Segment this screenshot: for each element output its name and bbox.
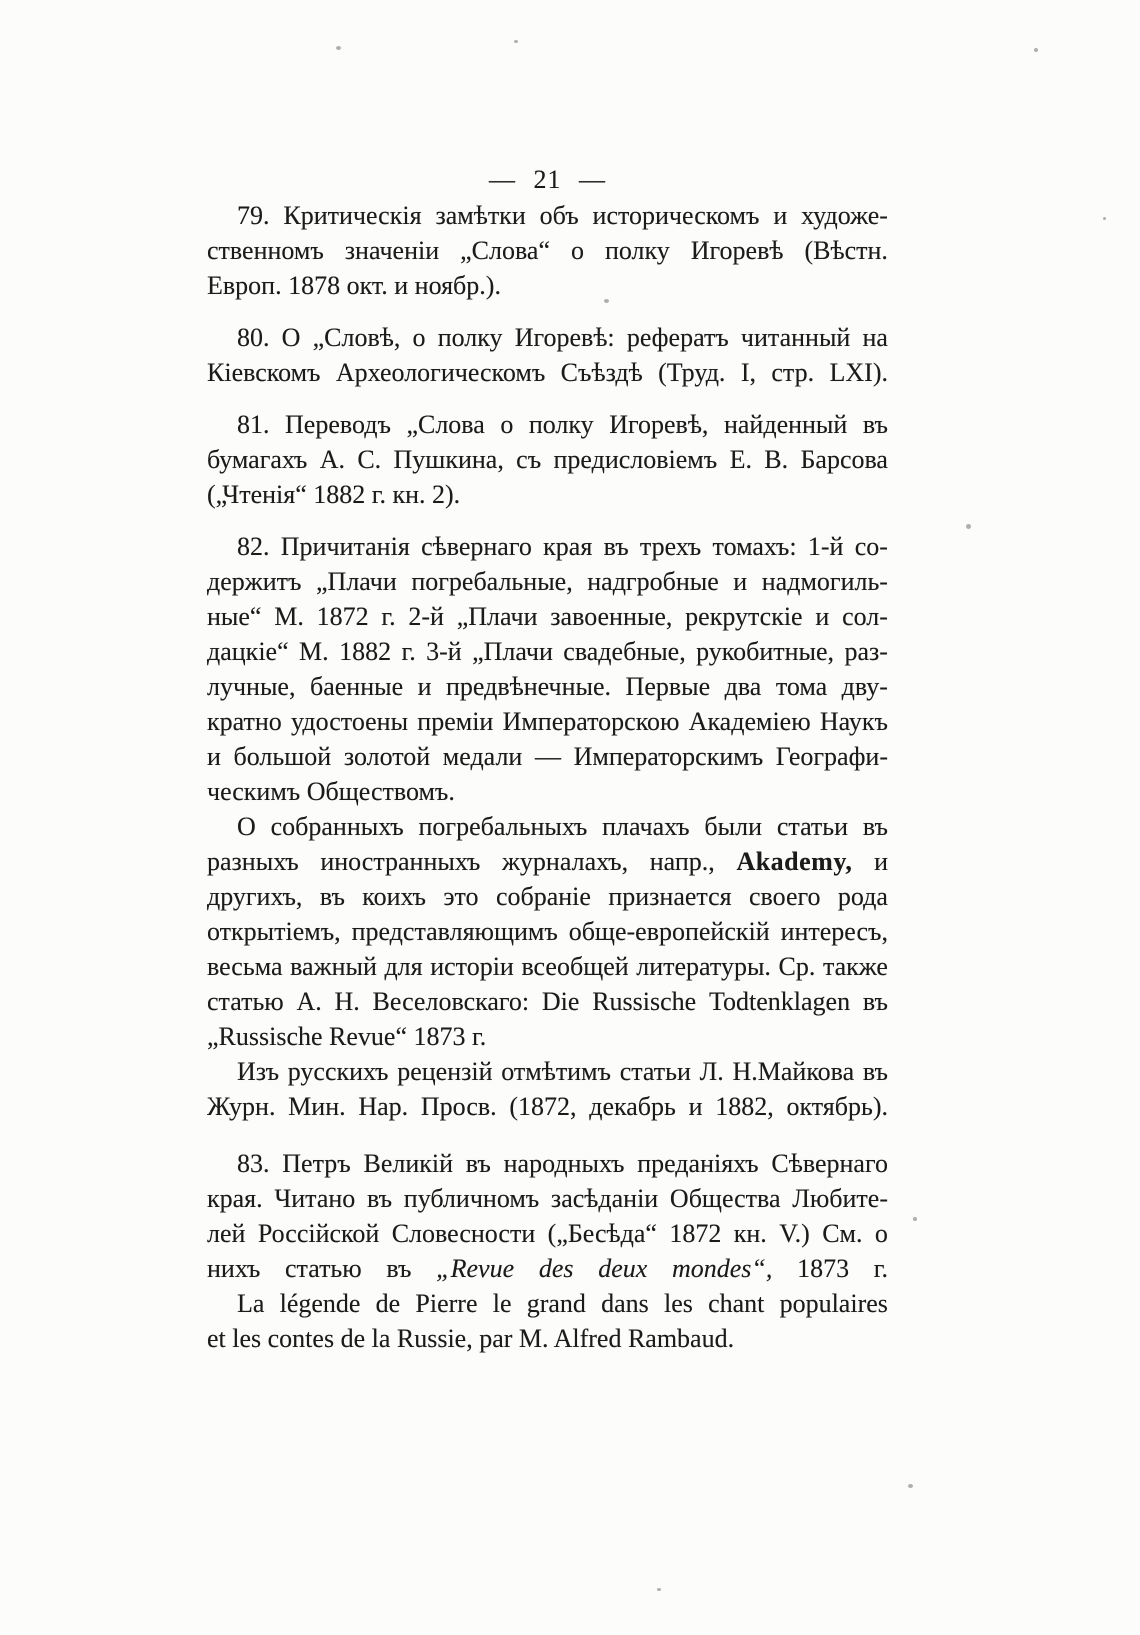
word: разныхъ: [207, 847, 299, 876]
word: томахъ:: [712, 532, 797, 561]
paragraph-entry-82-note: [207, 809, 888, 1054]
word: Веселовскаго:: [372, 987, 530, 1016]
word: grand: [526, 1289, 586, 1318]
word: въ: [386, 1254, 412, 1283]
word: дацкіе“: [207, 637, 289, 666]
word: рода: [837, 882, 888, 911]
word: Игоревѣ:: [514, 323, 615, 352]
word: края.: [207, 1184, 263, 1213]
word: La: [237, 1289, 265, 1318]
paragraph-entry-79: [207, 198, 888, 303]
word: въ: [319, 882, 345, 911]
text-line: [207, 477, 888, 512]
word: ственномъ: [207, 236, 324, 265]
word: 3-й: [426, 637, 462, 666]
word: въ: [367, 1184, 393, 1213]
word: Наукъ: [819, 707, 888, 736]
word: медали: [442, 742, 523, 771]
word: Переводъ: [285, 410, 391, 439]
word: „Слова: [406, 410, 485, 439]
text-line: [207, 1216, 888, 1251]
word: 80.: [237, 323, 270, 352]
word: стр.: [771, 358, 815, 387]
word: замѣтки: [435, 201, 526, 230]
text-line: [207, 564, 888, 599]
word: въ: [862, 987, 888, 1016]
word: (Вѣстн.: [804, 236, 888, 265]
word: дву-: [841, 672, 888, 701]
word: (1872,: [509, 1092, 577, 1121]
word: въ: [465, 1149, 491, 1178]
text-line: [207, 914, 888, 949]
text-line: [207, 599, 888, 634]
word: значеніи: [344, 236, 440, 265]
word: полку: [604, 236, 670, 265]
paragraph-entry-82: [207, 529, 888, 809]
word: 79.: [237, 201, 270, 230]
word: V.): [779, 1219, 810, 1248]
word: LXI).: [829, 358, 888, 387]
scan-speck: [1034, 48, 1038, 52]
word: полку: [437, 323, 503, 352]
word: въ: [603, 532, 629, 561]
text-run: „Russische Revue“ 1873 г.: [207, 1022, 487, 1051]
paragraph-entry-81: [207, 407, 888, 512]
word: со-: [854, 532, 888, 561]
word: —: [534, 742, 561, 771]
word: предвѣнечные.: [446, 672, 612, 701]
paragraph-entry-83-french: [207, 1286, 888, 1356]
word: отмѣтимъ: [501, 1057, 611, 1086]
word: Изъ: [237, 1057, 280, 1086]
word: Географи-: [775, 742, 888, 771]
word: populaires: [779, 1289, 888, 1318]
word: 1872: [669, 1219, 722, 1248]
word: les: [663, 1289, 693, 1318]
word: о: [570, 236, 584, 265]
word: исторіи: [430, 952, 514, 981]
word: два: [724, 672, 762, 701]
text-line: [207, 949, 888, 984]
text-run: („Чтенія“ 1882 г. кн. 2).: [207, 480, 461, 509]
text-line: [207, 1181, 888, 1216]
word: литературы.: [636, 952, 771, 981]
word: 1873: [797, 1254, 850, 1283]
word: dans: [601, 1289, 649, 1318]
word: Причитанія: [280, 532, 410, 561]
text-line: [207, 442, 888, 477]
word: Любите-: [792, 1184, 888, 1213]
text-line: [207, 1286, 888, 1321]
word: представляющимъ: [351, 917, 558, 946]
word: („Бесѣда“: [547, 1219, 657, 1248]
word: статью: [284, 1254, 362, 1283]
word: всеобщей: [521, 952, 629, 981]
scan-speck: [1103, 217, 1106, 220]
word: трехъ: [639, 532, 702, 561]
text-line: [207, 984, 888, 1019]
word: статью: [207, 987, 284, 1016]
word: читанный: [740, 323, 851, 352]
word: погребальные,: [411, 567, 573, 596]
word: въ: [862, 410, 888, 439]
journal-title-italic: mondes“,: [671, 1254, 773, 1283]
text-line: [207, 739, 888, 774]
word: собраніе: [495, 882, 591, 911]
paragraph-entry-80: [207, 320, 888, 390]
journal-title-italic: deux: [598, 1254, 648, 1283]
text-line: [207, 1089, 888, 1124]
word: лей: [207, 1219, 246, 1248]
word: Russische: [592, 987, 697, 1016]
word: Читано: [274, 1184, 356, 1213]
word: М.: [299, 637, 329, 666]
word: и: [733, 567, 748, 596]
word: для: [384, 952, 423, 981]
word: коихъ: [362, 882, 426, 911]
word: Сѣвернаго: [771, 1149, 888, 1178]
word: засѣданіи: [550, 1184, 659, 1213]
word: свадебные,: [563, 637, 686, 666]
word: „Словѣ,: [312, 323, 401, 352]
word: завоенные,: [550, 602, 673, 631]
word: Мин.: [288, 1092, 346, 1121]
paragraph-entry-82-reviews: [207, 1054, 888, 1124]
word: декабрь: [589, 1092, 676, 1121]
word: Академіею: [688, 707, 811, 736]
word: публичномъ: [403, 1184, 540, 1213]
word: Великій: [363, 1149, 454, 1178]
word: другихъ,: [207, 882, 303, 911]
word: (Труд.: [658, 358, 726, 387]
word: „Слова“: [460, 236, 550, 265]
word: 1882,: [715, 1092, 774, 1121]
text-line: [207, 1019, 888, 1054]
word: историческомъ: [592, 201, 760, 230]
word: О: [281, 323, 301, 352]
word: Н.: [334, 987, 360, 1016]
text-line: [207, 1321, 888, 1356]
word: Императорскимъ: [573, 742, 764, 771]
page-number: — 21 —: [489, 165, 606, 194]
word: I,: [740, 358, 756, 387]
word: Съѣздѣ: [560, 358, 643, 387]
journal-title-bold: Akademy,: [736, 847, 853, 876]
word: держитъ: [207, 567, 302, 596]
word: полку: [528, 410, 594, 439]
scan-speck: [657, 1588, 661, 1591]
word: М.: [274, 602, 304, 631]
word: Ср.: [778, 952, 816, 981]
word: Первые: [625, 672, 711, 701]
text-line: [207, 198, 888, 233]
word: съ: [516, 445, 542, 474]
word: о: [412, 323, 426, 352]
word: въ: [862, 812, 888, 841]
word: 81.: [237, 410, 270, 439]
scan-speck: [908, 1484, 913, 1488]
paragraph-entry-83: [207, 1146, 888, 1286]
text-line: [207, 529, 888, 564]
word: Л.: [699, 1057, 724, 1086]
word: de: [375, 1289, 401, 1318]
word: Словесности: [391, 1219, 536, 1248]
word: удостоены: [291, 707, 409, 736]
word: Игоревѣ,: [609, 410, 709, 439]
word: Pierre: [415, 1289, 478, 1318]
word: Пушкина,: [393, 445, 504, 474]
word: открытіемъ,: [207, 917, 341, 946]
word: погребальныхъ: [418, 812, 588, 841]
word: статьи: [776, 812, 849, 841]
word: русскихъ: [287, 1057, 389, 1086]
word: края: [543, 532, 593, 561]
text-line: [207, 844, 888, 879]
word: большой: [233, 742, 332, 771]
text-run: et les contes de la Russie, par M. Alfred Rambaud.: [207, 1324, 735, 1353]
word: надгробные: [587, 567, 719, 596]
word: объ: [539, 201, 579, 230]
word: См.: [822, 1219, 863, 1248]
word: г.: [873, 1254, 888, 1283]
word: Петръ: [282, 1149, 351, 1178]
word: Археологическомъ: [335, 358, 546, 387]
word: кн.: [733, 1219, 767, 1248]
word: на: [862, 323, 888, 352]
word: и: [207, 742, 221, 771]
word: нихъ: [207, 1254, 261, 1283]
word: надмогиль-: [761, 567, 888, 596]
word: 2-й: [408, 602, 444, 631]
word: о: [500, 410, 514, 439]
text-block: [207, 198, 888, 1356]
word: ные“: [207, 602, 262, 631]
word: и: [773, 201, 788, 230]
journal-title-italic: des: [538, 1254, 574, 1283]
word: статьи: [619, 1057, 691, 1086]
word: собранныхъ: [270, 812, 404, 841]
word: раз-: [844, 637, 888, 666]
word: золотой: [343, 742, 431, 771]
text-run: ческимъ Обществомъ.: [207, 777, 455, 806]
word: кратно: [207, 707, 282, 736]
scan-speck: [604, 299, 609, 303]
word: г.: [381, 602, 396, 631]
word: преданіяхъ: [637, 1149, 759, 1178]
word: 82.: [237, 532, 270, 561]
word: о: [874, 1219, 888, 1248]
word: бумагахъ: [207, 445, 308, 474]
word: Н.Майкова: [732, 1057, 855, 1086]
word: и: [688, 1092, 703, 1121]
word: Todtenklagen: [708, 987, 851, 1016]
word: журналахъ,: [501, 847, 629, 876]
word: преміи: [417, 707, 494, 736]
word: найденный: [723, 410, 848, 439]
scan-speck: [913, 1217, 917, 1221]
word: обще-европейскій: [568, 917, 770, 946]
word: признается: [608, 882, 732, 911]
word: Барсова: [800, 445, 888, 474]
word: Императорскою: [502, 707, 680, 736]
word: 1882: [339, 637, 392, 666]
word: 1872: [316, 602, 369, 631]
word: légende: [279, 1289, 361, 1318]
text-line: [207, 233, 888, 268]
word: и: [815, 602, 830, 631]
word: сол-: [842, 602, 888, 631]
text-line: [207, 704, 888, 739]
word: Россійской: [257, 1219, 380, 1248]
word: Игоревѣ: [690, 236, 784, 265]
word: Нар.: [358, 1092, 409, 1121]
text-line: [207, 1146, 888, 1181]
word: баенные: [309, 672, 404, 701]
word: Просв.: [420, 1092, 497, 1121]
scan-speck: [514, 40, 518, 43]
word: это: [443, 882, 479, 911]
text-line: [207, 355, 888, 390]
word: „Плачи: [316, 567, 397, 596]
word: напр.,: [649, 847, 715, 876]
word: и: [417, 672, 432, 701]
word: въ: [862, 1057, 888, 1086]
word: 1-й: [807, 532, 844, 561]
word: тома: [775, 672, 828, 701]
word: рекрутскіе: [685, 602, 803, 631]
word: Критическія: [283, 201, 422, 230]
word: плачахъ: [602, 812, 690, 841]
word: художе-: [801, 201, 888, 230]
word: Е.: [729, 445, 752, 474]
word: рукобитные,: [696, 637, 835, 666]
word: Журн.: [207, 1092, 276, 1121]
scan-speck: [966, 524, 971, 529]
word: О: [237, 812, 256, 841]
word: рецензій: [397, 1057, 493, 1086]
word: октябрь).: [786, 1092, 888, 1121]
word: весьма: [207, 952, 283, 981]
word: и: [874, 847, 888, 876]
word: Die: [541, 987, 580, 1016]
word: В.: [764, 445, 789, 474]
word: сѣвернаго: [421, 532, 532, 561]
word: важный: [290, 952, 377, 981]
word: С.: [357, 445, 382, 474]
word: Кіевскомъ: [207, 358, 321, 387]
text-line: [207, 268, 888, 303]
text-line: [207, 634, 888, 669]
word: иностранныхъ: [320, 847, 481, 876]
text-line: [207, 1054, 888, 1089]
text-line: [207, 320, 888, 355]
text-line: [207, 1251, 888, 1286]
word: народныхъ: [503, 1149, 625, 1178]
word: Общества: [669, 1184, 781, 1213]
word: также: [822, 952, 888, 981]
text-line: [207, 407, 888, 442]
word: лучные,: [207, 672, 296, 701]
word: chant: [708, 1289, 765, 1318]
journal-title-italic: „Revue: [436, 1254, 515, 1283]
text-line: [207, 879, 888, 914]
text-line: [207, 809, 888, 844]
word: „Плачи: [456, 602, 538, 631]
scan-speck: [336, 46, 341, 50]
text-run: Европ. 1878 окт. и ноябр.).: [207, 271, 501, 300]
word: г.: [401, 637, 416, 666]
word: были: [704, 812, 763, 841]
word: своего: [749, 882, 821, 911]
text-line: [207, 669, 888, 704]
word: le: [492, 1289, 512, 1318]
word: А.: [319, 445, 345, 474]
word: 83.: [237, 1149, 270, 1178]
word: А.: [296, 987, 322, 1016]
text-line: [207, 774, 888, 809]
word: „Плачи: [472, 637, 553, 666]
word: интересъ,: [780, 917, 888, 946]
word: предисловіемъ: [553, 445, 718, 474]
word: рефератъ: [626, 323, 729, 352]
